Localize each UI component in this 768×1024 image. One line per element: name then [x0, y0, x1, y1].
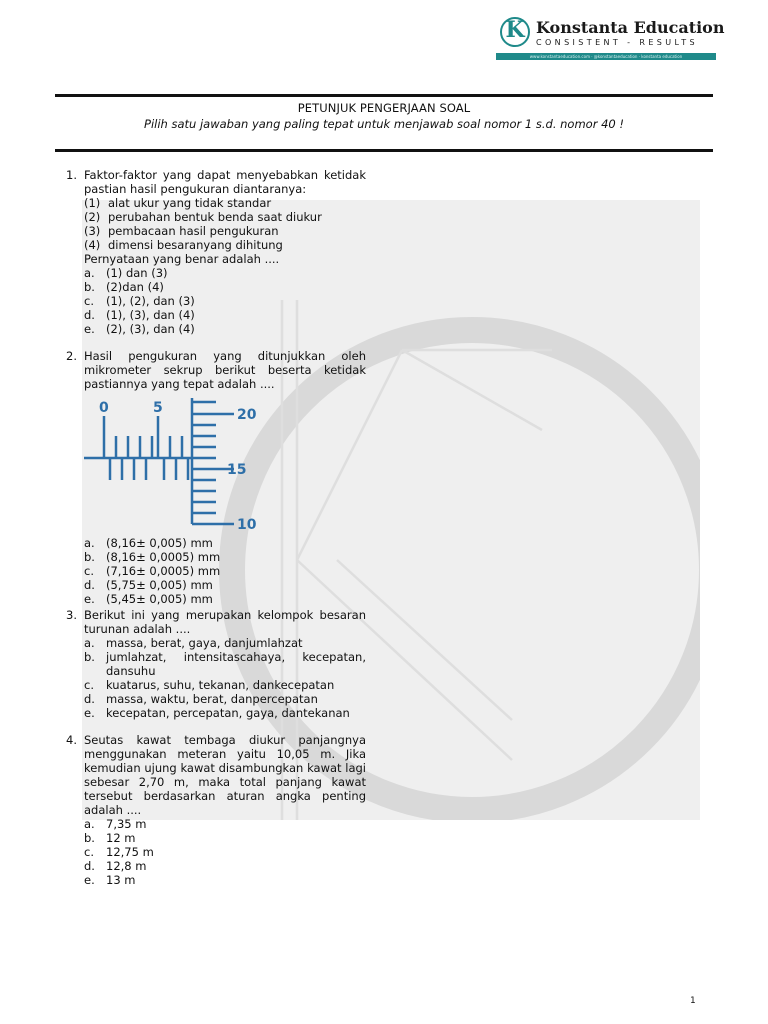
thimble-label: 20	[237, 407, 257, 423]
statement-item: (1) alat ukur yang tidak standar	[84, 196, 272, 210]
logo-letter: K	[505, 17, 525, 43]
answer-option[interactable]: b. (8,16± 0,0005) mm	[84, 550, 221, 564]
micrometer-figure	[84, 398, 274, 534]
answer-option[interactable]: c. (1), (2), dan (3)	[84, 294, 195, 308]
bottom-rule	[55, 149, 713, 152]
statement-item: (3) pembacaan hasil pengukuran	[84, 224, 279, 238]
question-2	[66, 349, 366, 391]
answer-option[interactable]: e. kecepatan, percepatan, gaya, dantekanan	[84, 706, 350, 720]
main-scale-label: 0	[99, 400, 109, 416]
question-number: 3.	[66, 608, 77, 622]
brand-tagline: CONSISTENT - RESULTS	[536, 38, 699, 47]
question-stem: Faktor-faktor yang dapat menyebabkan ketidak pastian hasil pengukuran diantaranya:	[84, 168, 366, 196]
instructions-title: PETUNJUK PENGERJAAN SOAL	[297, 101, 471, 115]
answer-option[interactable]: d. (5,75± 0,005) mm	[84, 578, 213, 592]
thimble-label: 15	[227, 462, 247, 478]
question-stem: Seutas kawat tembaga diukur panjangnya menggunakan meteran yaitu 10,05 m. Jika kemudian ujung kawat disambungkan kawat lagi sebesar 2,70 m, maka total panjang kawat tersebut berdasarkan aturan angka penting adalah ....	[84, 733, 366, 817]
page-number: 1	[690, 996, 696, 1006]
answer-option[interactable]: d. (1), (3), dan (4)	[84, 308, 195, 322]
brand-name: Konstanta Education	[536, 18, 725, 37]
answer-option[interactable]: a. (1) dan (3)	[84, 266, 168, 280]
question-2-options	[84, 536, 364, 606]
thimble-label: 10	[237, 517, 257, 533]
question-number: 4.	[66, 733, 77, 747]
answer-option[interactable]: b. 12 m	[84, 831, 136, 845]
question-3	[66, 608, 366, 720]
question-prompt: Pernyataan yang benar adalah ....	[84, 252, 280, 266]
answer-option[interactable]: a. 7,35 m	[84, 817, 147, 831]
answer-option[interactable]: a. (8,16± 0,005) mm	[84, 536, 213, 550]
brand-logo	[500, 15, 725, 65]
answer-option[interactable]: c. kuatarus, suhu, tekanan, dankecepatan	[84, 678, 335, 692]
instructions-subtitle: Pilih satu jawaban yang paling tepat untuk menjawab soal nomor 1 s.d. nomor 40 !	[144, 117, 624, 131]
answer-option[interactable]: e. 13 m	[84, 873, 136, 887]
answer-option[interactable]: e. (5,45± 0,005) mm	[84, 592, 213, 606]
answer-option[interactable]: d. massa, waktu, berat, danpercepatan	[84, 692, 318, 706]
statement-item: (2) perubahan bentuk benda saat diukur	[84, 210, 322, 224]
question-number: 2.	[66, 349, 77, 363]
question-stem: Berikut ini yang merupakan kelompok besaran turunan adalah ....	[84, 608, 366, 636]
question-4	[66, 733, 366, 887]
question-1	[66, 168, 366, 336]
statement-item: (4) dimensi besaranyang dihitung	[84, 238, 283, 252]
answer-option[interactable]: c. (7,16± 0,0005) mm	[84, 564, 221, 578]
brand-bar: www.konstantaeducation.com · @konstantaeducation · konstanta education	[496, 53, 716, 60]
question-number: 1.	[66, 168, 77, 182]
top-rule	[55, 94, 713, 97]
answer-option[interactable]: e. (2), (3), dan (4)	[84, 322, 195, 336]
question-stem: Hasil pengukuran yang ditunjukkan oleh mikrometer sekrup berikut beserta ketidak pastiannya yang tepat adalah ....	[84, 349, 366, 391]
answer-option[interactable]: a. massa, berat, gaya, danjumlahzat	[84, 636, 303, 650]
main-scale-label: 5	[153, 400, 163, 416]
answer-option[interactable]: c. 12,75 m	[84, 845, 154, 859]
answer-option[interactable]: d. 12,8 m	[84, 859, 147, 873]
answer-option[interactable]: b. (2)dan (4)	[84, 280, 164, 294]
answer-option[interactable]: b. jumlahzat, intensitascahaya, kecepatan, dansuhu	[84, 650, 366, 678]
